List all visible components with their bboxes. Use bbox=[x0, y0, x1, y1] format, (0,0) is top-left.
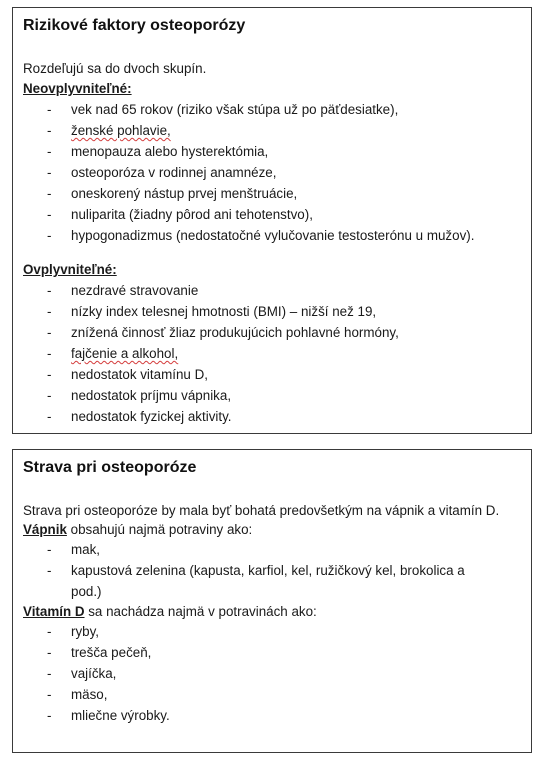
list-item: - mliečne výrobky. bbox=[23, 705, 521, 726]
spacer bbox=[23, 246, 521, 259]
list-item: - ryby, bbox=[23, 621, 521, 642]
list-item: - kapustová zelenina (kapusta, karfiol, kel, ružičkový kel, brokolica a pod.) bbox=[23, 560, 521, 602]
list-item: - znížená činnosť žliaz produkujúcich pohlavné hormóny, bbox=[23, 322, 521, 343]
calcium-list bbox=[23, 539, 521, 602]
section-intro: Strava pri osteoporóze by mala byť bohatá predovšetkým na vápnik a vitamín D. bbox=[23, 503, 500, 518]
vitamin-d-label: Vitamín D bbox=[23, 604, 85, 619]
list-item: - nuliparita (žiadny pôrod ani tehotenstvo), bbox=[23, 204, 521, 225]
list-item: - nízky index telesnej hmotnosti (BMI) – nižší než 19, bbox=[23, 301, 521, 322]
risk-factors-box bbox=[12, 7, 532, 434]
list-item: - mäso, bbox=[23, 684, 521, 705]
list-item: - mak, bbox=[23, 539, 521, 560]
list-item: - nedostatok fyzickej aktivity. bbox=[23, 406, 521, 427]
list-item: - vajíčka, bbox=[23, 663, 521, 684]
vitamin-d-text: sa nachádza najmä v potravinách ako: bbox=[84, 604, 317, 619]
section-intro: Rozdeľujú sa do dvoch skupín. bbox=[23, 61, 207, 76]
calcium-text: obsahujú najmä potraviny ako: bbox=[66, 522, 253, 537]
list-item: - nedostatok príjmu vápnika, bbox=[23, 385, 521, 406]
list-item-text: ženské pohlavie, bbox=[71, 123, 171, 138]
list-item: - osteoporóza v rodinnej anamnéze, bbox=[23, 162, 521, 183]
list-item: - nedostatok vitamínu D, bbox=[23, 364, 521, 385]
modifiable-list bbox=[23, 280, 521, 427]
diet-box bbox=[12, 449, 532, 753]
section-title: Rizikové faktory osteoporózy bbox=[23, 17, 246, 34]
vitamin-d-list bbox=[23, 621, 521, 726]
list-item: - vek nad 65 rokov (riziko však stúpa už po päťdesiatke), bbox=[23, 99, 521, 120]
list-item bbox=[23, 343, 521, 364]
list-item bbox=[23, 120, 521, 141]
list-item: - trešča pečeň, bbox=[23, 642, 521, 663]
section-title: Strava pri osteoporóze bbox=[23, 459, 197, 476]
list-item: - oneskorený nástup prvej menštruácie, bbox=[23, 183, 521, 204]
calcium-label: Vápnik bbox=[23, 522, 67, 537]
vitamin-d-intro bbox=[23, 602, 521, 621]
group-label-modifiable: Ovplyvniteľné: bbox=[23, 262, 117, 277]
list-item-text: fajčenie a alkohol, bbox=[71, 346, 179, 361]
list-item: - menopauza alebo hysterektómia, bbox=[23, 141, 521, 162]
list-item: - nezdravé stravovanie bbox=[23, 280, 521, 301]
calcium-intro bbox=[23, 520, 521, 539]
list-item: - hypogonadizmus (nedostatočné vylučovanie testosterónu u mužov). bbox=[23, 225, 521, 246]
group-label-non-modifiable: Neovplyvniteľné: bbox=[23, 81, 132, 96]
non-modifiable-list bbox=[23, 99, 521, 246]
